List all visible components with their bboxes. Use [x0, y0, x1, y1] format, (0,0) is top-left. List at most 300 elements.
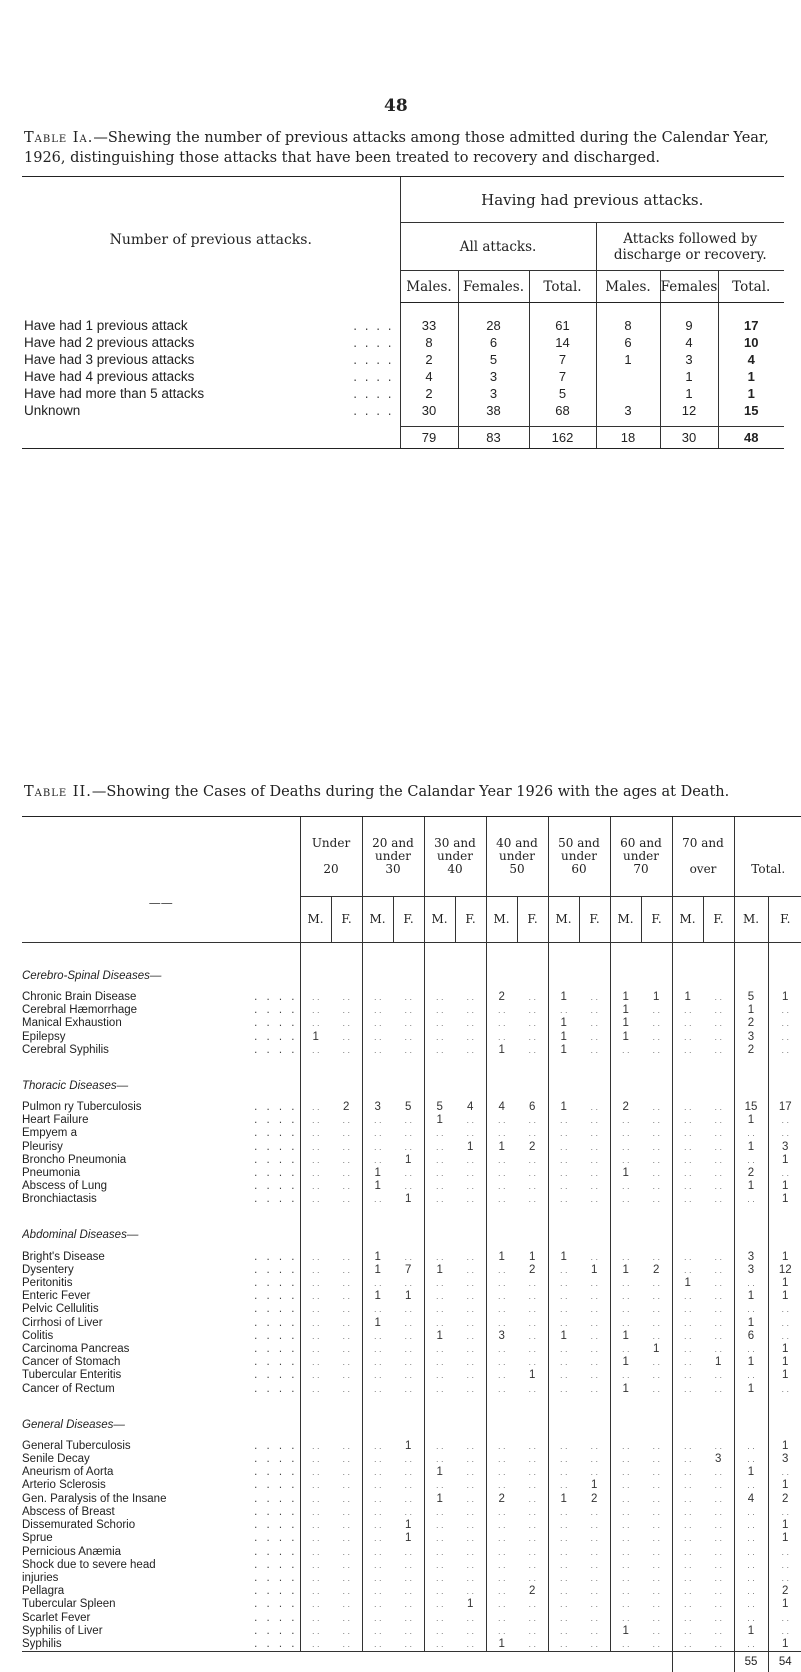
value-cell: 1 [768, 1440, 801, 1453]
value-cell: 1 [486, 1141, 517, 1154]
row-header: Number of previous attacks. [22, 177, 400, 303]
value-cell: 14 [529, 334, 596, 351]
empty-cell: . . [486, 1369, 517, 1382]
value-cell: 1 [486, 1251, 517, 1264]
empty-cell: . . [517, 1317, 548, 1330]
empty-cell: . . [610, 1479, 641, 1492]
females-col-header: F. [768, 897, 801, 943]
empty-cell: . . [486, 1303, 517, 1316]
empty-cell: . . [548, 1180, 579, 1193]
leader-dots: . . . . [254, 1004, 299, 1017]
empty-cell: . . [300, 1114, 331, 1127]
empty-cell: . . [641, 1559, 672, 1572]
row-label-text: Senile Decay [22, 1453, 90, 1465]
value-cell: 2 [400, 351, 458, 368]
table-row [22, 1638, 801, 1652]
empty-cell: . . [455, 1290, 486, 1303]
empty-cell: . . [579, 1044, 610, 1057]
empty-cell: . . [672, 1343, 703, 1356]
section-header-row [22, 1069, 801, 1095]
totals-row [22, 1652, 801, 1672]
value-cell: 1 [579, 1479, 610, 1492]
empty-cell: . . [486, 1264, 517, 1277]
empty-cell: . . [455, 1559, 486, 1572]
empty-cell: . . [517, 1277, 548, 1290]
empty-cell: . . [300, 1546, 331, 1559]
empty-cell: . . [672, 1193, 703, 1206]
empty-cell: . . [579, 1101, 610, 1114]
empty-cell: . . [486, 1383, 517, 1396]
leader-dots: . . . . [254, 1193, 299, 1206]
value-cell: 2 [486, 991, 517, 1004]
empty-cell: . . [300, 1369, 331, 1382]
empty-cell: . . [362, 1330, 393, 1343]
empty-cell: . . [455, 1532, 486, 1545]
empty-cell: . . [362, 1479, 393, 1492]
empty-cell: . . [486, 1519, 517, 1532]
empty-cell: . . [331, 1251, 362, 1264]
empty-cell: . . [610, 1506, 641, 1519]
empty-cell: . . [300, 1277, 331, 1290]
leader-dots: . . . . [254, 1612, 299, 1625]
value-cell: 5 [424, 1101, 455, 1114]
empty-cell: . . [300, 1383, 331, 1396]
row-label-text: Syphilis of Liver [22, 1625, 103, 1637]
empty-cell: . . [486, 1154, 517, 1167]
empty-cell: . . [768, 1546, 801, 1559]
value-cell: 1 [768, 1532, 801, 1545]
leader-dots: . . . . [254, 1625, 299, 1638]
empty-cell: . . [641, 1493, 672, 1506]
empty-cell: . . [486, 1585, 517, 1598]
age-group-line: 60 and [611, 837, 672, 850]
value-cell: 30 [400, 402, 458, 419]
value-cell: 1 [548, 1330, 579, 1343]
empty-cell: . . [455, 1612, 486, 1625]
age-group-line: under [611, 850, 672, 863]
value-cell: 1 [734, 1004, 768, 1017]
row-label-text: Have had 3 previous attacks [24, 352, 194, 367]
row-label-text: Cirrhosi of Liver [22, 1317, 103, 1329]
value-cell: 1 [768, 1343, 801, 1356]
empty-cell: . . [610, 1303, 641, 1316]
empty-cell: . . [300, 1264, 331, 1277]
empty-cell: . . [672, 1044, 703, 1057]
empty-cell: . . [768, 1466, 801, 1479]
value-cell: 2 [517, 1264, 548, 1277]
empty-cell: . . [548, 1506, 579, 1519]
table-row [22, 1343, 801, 1356]
empty-cell: . . [455, 1317, 486, 1330]
row-label [22, 1004, 300, 1017]
row-label [22, 351, 400, 368]
empty-cell: . . [424, 1343, 455, 1356]
value-cell: 1 [548, 1251, 579, 1264]
empty-cell: . . [672, 1493, 703, 1506]
value-cell: 3 [362, 1101, 393, 1114]
empty-cell: . . [455, 1180, 486, 1193]
empty-cell: . . [362, 1466, 393, 1479]
empty-cell: . . [393, 1004, 424, 1017]
empty-cell: . . [672, 1369, 703, 1382]
empty-cell: . . [393, 1017, 424, 1030]
row-label-text: Syphilis [22, 1638, 62, 1650]
empty-cell: . . [300, 1612, 331, 1625]
empty-cell: . . [455, 1356, 486, 1369]
value-cell: 1 [734, 1290, 768, 1303]
value-cell: 1 [424, 1114, 455, 1127]
table-row [22, 1264, 801, 1277]
empty-cell: . . [703, 1598, 734, 1611]
value-cell: 2 [517, 1141, 548, 1154]
empty-cell: . . [362, 1303, 393, 1316]
value-cell: 6 [517, 1101, 548, 1114]
empty-cell: . . [486, 1546, 517, 1559]
empty-cell: . . [641, 1598, 672, 1611]
age-group-header [672, 817, 734, 897]
empty-cell: . . [362, 1506, 393, 1519]
empty-cell: . . [641, 1383, 672, 1396]
empty-cell: . . [393, 1167, 424, 1180]
empty-cell: . . [548, 1277, 579, 1290]
empty-cell: . . [331, 1369, 362, 1382]
females-col-header: F. [331, 897, 362, 943]
row-label [22, 991, 300, 1004]
age-group-line: 30 [363, 863, 424, 876]
value-cell: 5 [393, 1101, 424, 1114]
leader-dots: . . . . [254, 1031, 299, 1044]
row-label [22, 1585, 300, 1598]
subheader-followed-discharge: Attacks followed by discharge or recovery. [596, 223, 784, 271]
empty-cell: . . [424, 1532, 455, 1545]
table-row [22, 334, 784, 351]
empty-cell: . . [331, 1154, 362, 1167]
value-cell: 1 [768, 1193, 801, 1206]
empty-cell: . . [641, 1356, 672, 1369]
empty-cell: . . [768, 1303, 801, 1316]
empty-cell: . . [610, 1154, 641, 1167]
leader-dots: . . . . [254, 1356, 299, 1369]
empty-cell: . . [610, 1546, 641, 1559]
empty-cell: . . [455, 1167, 486, 1180]
empty-cell: . . [641, 1114, 672, 1127]
empty-cell: . . [455, 1264, 486, 1277]
empty-cell: . . [393, 1598, 424, 1611]
table-row [22, 1585, 801, 1598]
table-2-caption-prefix: Table II. [24, 784, 92, 800]
empty-cell: . . [703, 1479, 734, 1492]
value-cell: 1 [362, 1317, 393, 1330]
empty-cell: . . [641, 1638, 672, 1652]
empty-cell: . . [486, 1532, 517, 1545]
leader-dots: . . . . [353, 318, 399, 333]
empty-cell: . . [300, 1440, 331, 1453]
empty-cell: . . [672, 1154, 703, 1167]
empty-cell: . . [455, 1114, 486, 1127]
empty-cell: . . [703, 1251, 734, 1264]
empty-cell: . . [579, 1141, 610, 1154]
row-label [22, 1114, 300, 1127]
empty-cell: . . [610, 1519, 641, 1532]
value-cell: 4 [734, 1493, 768, 1506]
empty-cell: . . [331, 1004, 362, 1017]
age-group-line: Under [301, 837, 362, 850]
value-cell: 1 [718, 385, 784, 402]
empty-cell: . . [517, 1519, 548, 1532]
row-label [22, 1453, 300, 1466]
row-label-text: Manical Exhaustion [22, 1017, 122, 1029]
empty-cell: . . [486, 1004, 517, 1017]
leader-dots: . . . . [353, 335, 399, 350]
empty-cell: . . [672, 1101, 703, 1114]
empty-cell: . . [610, 1598, 641, 1611]
empty-cell: . . [703, 1519, 734, 1532]
value-cell: 3 [458, 368, 529, 385]
empty-cell: . . [579, 1598, 610, 1611]
value-cell: 1 [362, 1167, 393, 1180]
col-total-discharged: Total. [718, 271, 784, 303]
row-label [22, 1031, 300, 1044]
empty-cell: . . [610, 1114, 641, 1127]
empty-cell: . . [517, 1506, 548, 1519]
empty-cell: . . [672, 1598, 703, 1611]
empty-cell: . . [362, 1044, 393, 1057]
value-cell: 1 [734, 1141, 768, 1154]
empty-cell: . . [703, 1546, 734, 1559]
row-label-text: Broncho Pneumonia [22, 1154, 126, 1166]
empty-cell: . . [579, 1519, 610, 1532]
empty-cell: . . [734, 1154, 768, 1167]
empty-cell: . . [703, 1625, 734, 1638]
value-cell: 1 [768, 991, 801, 1004]
row-label-text: Peritonitis [22, 1277, 73, 1289]
table-row [22, 1506, 801, 1519]
empty-cell: . . [517, 1546, 548, 1559]
empty-cell: . . [579, 1343, 610, 1356]
empty-cell: . . [641, 1466, 672, 1479]
total-cell: 48 [718, 427, 784, 449]
table-row [22, 1519, 801, 1532]
empty-cell: . . [300, 1532, 331, 1545]
empty-cell: . . [641, 1317, 672, 1330]
empty-cell: . . [672, 1031, 703, 1044]
table-row [22, 1154, 801, 1167]
empty-cell: . . [300, 1317, 331, 1330]
empty-cell: . . [610, 1369, 641, 1382]
value-cell: 1 [300, 1031, 331, 1044]
empty-cell: . . [362, 1004, 393, 1017]
empty-cell: . . [641, 1017, 672, 1030]
empty-cell: . . [672, 1625, 703, 1638]
empty-cell: . . [579, 1154, 610, 1167]
value-cell: 1 [424, 1466, 455, 1479]
empty-cell: . . [393, 1369, 424, 1382]
row-label-text: Have had 1 previous attack [24, 318, 188, 333]
value-cell: 4 [400, 368, 458, 385]
empty-cell: . . [672, 1466, 703, 1479]
empty-cell: . . [517, 1167, 548, 1180]
previous-attacks-table [22, 176, 784, 449]
empty-cell: . . [424, 1141, 455, 1154]
empty-cell: . . [331, 1440, 362, 1453]
empty-cell: . . [331, 1383, 362, 1396]
empty-cell: . . [331, 1264, 362, 1277]
empty-cell: . . [703, 1506, 734, 1519]
empty-cell: . . [393, 1031, 424, 1044]
empty-cell: . . [641, 1251, 672, 1264]
empty-cell: . . [768, 1612, 801, 1625]
age-group-header [734, 817, 801, 897]
table-row [22, 1180, 801, 1193]
value-cell: 1 [641, 991, 672, 1004]
empty-cell: . . [641, 1154, 672, 1167]
value-cell: 3 [596, 402, 660, 419]
value-cell: 5 [458, 351, 529, 368]
empty-cell: . . [517, 1193, 548, 1206]
value-cell: 1 [768, 1277, 801, 1290]
empty-cell: . . [300, 1356, 331, 1369]
empty-cell: . . [703, 1290, 734, 1303]
row-label-text: Empyem a [22, 1127, 77, 1139]
value-cell: 3 [458, 385, 529, 402]
row-label [22, 1044, 300, 1057]
empty-cell: . . [517, 1031, 548, 1044]
header-dash: —— [149, 896, 173, 910]
empty-cell: . . [331, 1519, 362, 1532]
empty-cell: . . [548, 1440, 579, 1453]
empty-cell: . . [734, 1585, 768, 1598]
empty-cell: . . [486, 1031, 517, 1044]
table-row [22, 1114, 801, 1127]
value-cell: 2 [331, 1101, 362, 1114]
row-label-text: Cerebral Hæmorrhage [22, 1004, 137, 1016]
empty-cell: . . [517, 1356, 548, 1369]
empty-cell: . . [703, 1044, 734, 1057]
empty-cell: . . [734, 1598, 768, 1611]
empty-cell: . . [424, 1004, 455, 1017]
empty-cell: . . [362, 1343, 393, 1356]
empty-cell: . . [362, 1383, 393, 1396]
empty-cell: . . [486, 1290, 517, 1303]
empty-cell: . . [331, 1290, 362, 1303]
row-label-text: Tubercular Enteritis [22, 1369, 121, 1381]
empty-cell: . . [362, 991, 393, 1004]
empty-cell: . . [517, 1625, 548, 1638]
empty-cell: . . [703, 1277, 734, 1290]
row-label-text: Cerebral Syphilis [22, 1044, 109, 1056]
empty-cell: . . [517, 1383, 548, 1396]
empty-cell: . . [734, 1127, 768, 1140]
empty-cell: . . [548, 1453, 579, 1466]
empty-cell: . . [672, 1440, 703, 1453]
empty-cell: . . [331, 1356, 362, 1369]
table-row [22, 1167, 801, 1180]
value-cell: 1 [768, 1369, 801, 1382]
leader-dots: . . . . [254, 1114, 299, 1127]
age-group-line: 40 and [487, 837, 548, 850]
page-number: 48 [384, 96, 408, 116]
empty-cell: . . [641, 1167, 672, 1180]
value-cell: 1 [455, 1598, 486, 1611]
empty-cell: . . [486, 1356, 517, 1369]
empty-cell: . . [331, 1559, 362, 1572]
table-row [22, 1572, 801, 1585]
empty-cell: . . [486, 1017, 517, 1030]
value-cell: 2 [734, 1167, 768, 1180]
empty-cell: . . [455, 1154, 486, 1167]
row-label-text: Abscess of Lung [22, 1180, 107, 1192]
empty-cell: . . [393, 1180, 424, 1193]
row-label-text: Dissemurated Schorio [22, 1519, 135, 1531]
empty-cell: . . [672, 1317, 703, 1330]
table-row [22, 1127, 801, 1140]
empty-cell: . . [703, 1114, 734, 1127]
empty-cell: . . [393, 1493, 424, 1506]
value-cell: 1 [424, 1330, 455, 1343]
empty-cell: . . [331, 1506, 362, 1519]
males-col-header: M. [672, 897, 703, 943]
empty-cell: . . [424, 1625, 455, 1638]
empty-cell: . . [703, 1303, 734, 1316]
empty-cell: . . [548, 1317, 579, 1330]
empty-cell: . . [300, 1572, 331, 1585]
empty-cell: . . [362, 1612, 393, 1625]
empty-cell: . . [486, 1167, 517, 1180]
leader-dots: . . . . [254, 1440, 299, 1453]
value-cell: 1 [734, 1180, 768, 1193]
empty-cell: . . [393, 1479, 424, 1492]
table-row [22, 1559, 801, 1572]
empty-cell: . . [393, 1044, 424, 1057]
row-label [22, 1493, 300, 1506]
empty-cell: . . [455, 1251, 486, 1264]
empty-cell: . . [672, 1303, 703, 1316]
empty-cell: . . [672, 1546, 703, 1559]
empty-cell: . . [455, 1466, 486, 1479]
empty-cell: . . [768, 1572, 801, 1585]
empty-cell: . . [331, 1277, 362, 1290]
leader-dots: . . . . [254, 1559, 299, 1572]
row-label [22, 1330, 300, 1343]
empty-cell: . . [331, 1017, 362, 1030]
value-cell: 2 [768, 1493, 801, 1506]
empty-cell: . . [548, 1004, 579, 1017]
row-label-text: Arterio Sclerosis [22, 1479, 106, 1491]
empty-cell: . . [703, 1154, 734, 1167]
empty-cell: . . [455, 1493, 486, 1506]
empty-cell: . . [641, 1290, 672, 1303]
row-label [22, 1479, 300, 1492]
value-cell: 1 [517, 1251, 548, 1264]
empty-cell: . . [455, 1193, 486, 1206]
empty-cell: . . [641, 1625, 672, 1638]
empty-cell: . . [548, 1193, 579, 1206]
value-cell: 1 [610, 1356, 641, 1369]
row-label-text: Cancer of Stomach [22, 1356, 120, 1368]
empty-cell: . . [734, 1479, 768, 1492]
empty-cell: . . [362, 1127, 393, 1140]
empty-cell: . . [672, 1559, 703, 1572]
age-group-line: 30 and [425, 837, 486, 850]
empty-cell: . . [362, 1154, 393, 1167]
empty-cell: . . [703, 991, 734, 1004]
row-label [22, 1303, 300, 1316]
empty-cell: . . [548, 1141, 579, 1154]
empty-cell: . . [548, 1519, 579, 1532]
empty-cell: . . [331, 1625, 362, 1638]
table-row [22, 1612, 801, 1625]
empty-cell: . . [393, 1466, 424, 1479]
